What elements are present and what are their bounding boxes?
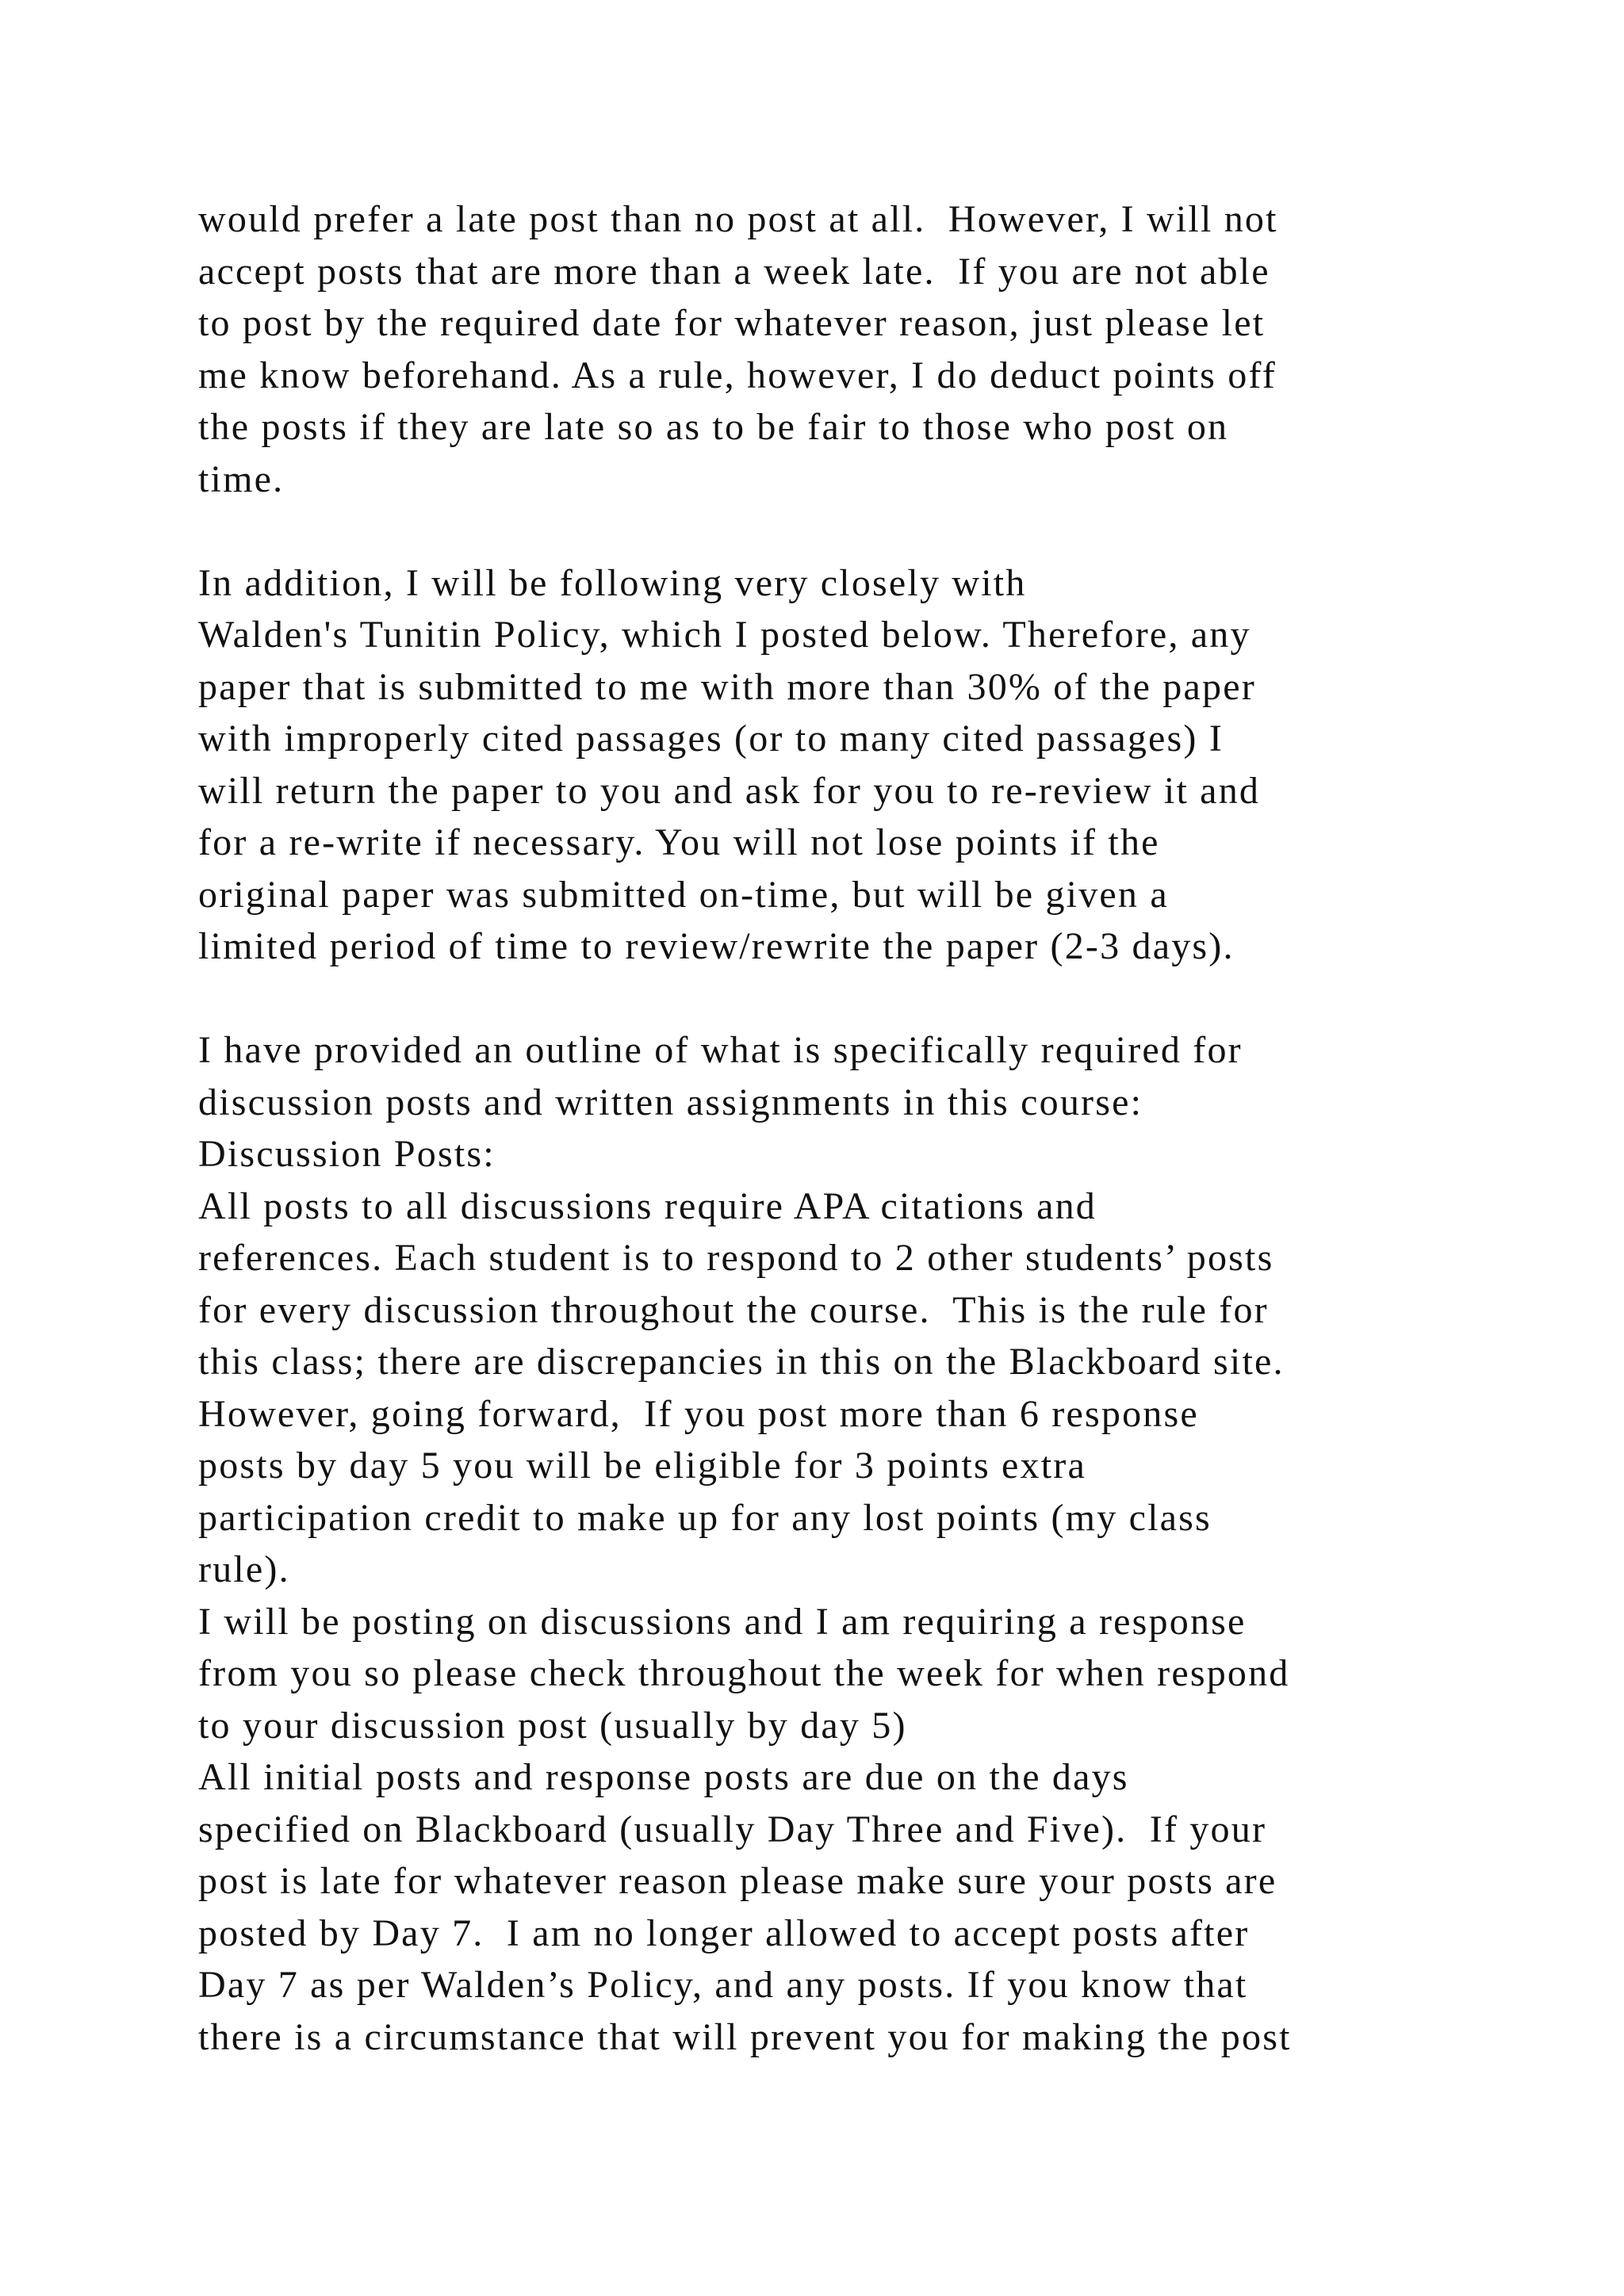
text-line: original paper was submitted on-time, but will be given a (198, 873, 1169, 916)
text-line: to post by the required date for whatever reason, just please let (198, 302, 1266, 344)
text-line: to your discussion post (usually by day 5) (198, 1704, 907, 1747)
text-line: rule). (198, 1548, 290, 1590)
paragraph-late-posts (198, 193, 1546, 505)
paragraph-spacer (198, 973, 1546, 1025)
text-line: there is a circumstance that will prevent you for making the post (198, 2015, 1292, 2058)
text-line: discussion posts and written assignments in this course: (198, 1081, 1143, 1123)
text-line: All posts to all discussions require APA citations and (198, 1184, 1097, 1227)
text-line: posts by day 5 you will be eligible for 3 points extra (198, 1445, 1086, 1487)
text-line: will return the paper to you and ask for you to re-review it and (198, 769, 1261, 812)
document-body (198, 193, 1546, 2063)
text-line: All initial posts and response posts are due on the days (198, 1756, 1129, 1798)
text-line: for every discussion throughout the course. This is the rule for (198, 1288, 1269, 1331)
text-line: from you so please check throughout the week for when respond (198, 1652, 1290, 1694)
text-line: posted by Day 7. I am no longer allowed to accept posts after (198, 1911, 1250, 1954)
paragraph-spacer (198, 505, 1546, 557)
text-line: specified on Blackboard (usually Day Three and Five). If your (198, 1808, 1267, 1850)
text-line: with improperly cited passages (or to many cited passages) I (198, 718, 1224, 760)
text-line: post is late for whatever reason please make sure your posts are (198, 1860, 1277, 1902)
text-line: time. (198, 457, 285, 500)
text-line: In addition, I will be following very closely with (198, 561, 1027, 604)
text-line: references. Each student is to respond to 2 other students’ posts (198, 1237, 1274, 1279)
text-line: limited period of time to review/rewrite the paper (2-3 days). (198, 925, 1235, 967)
paragraph-discussion-requirements (198, 1024, 1546, 2063)
text-line: would prefer a late post than no post at all. However, I will not (198, 198, 1278, 240)
text-line: accept posts that are more than a week late. If you are not able (198, 250, 1270, 293)
text-line: the posts if they are late so as to be fair to those who post on (198, 406, 1229, 448)
text-line: me know beforehand. As a rule, however, I do deduct points off (198, 354, 1277, 396)
text-line: Day 7 as per Walden’s Policy, and any posts. If you know that (198, 1964, 1248, 2006)
text-line: However, going forward, If you post more than 6 response (198, 1392, 1199, 1435)
text-line: I will be posting on discussions and I am requiring a response (198, 1600, 1247, 1643)
text-line: I have provided an outline of what is specifically required for (198, 1029, 1243, 1071)
text-line: Walden's Tunitin Policy, which I posted below. Therefore, any (198, 614, 1251, 656)
text-line: this class; there are discrepancies in this on the Blackboard site. (198, 1341, 1285, 1383)
text-line: participation credit to make up for any lost points (my class (198, 1496, 1212, 1539)
text-line: for a re-write if necessary. You will not lose points if the (198, 821, 1160, 863)
text-line: paper that is submitted to me with more than 30% of the paper (198, 665, 1256, 708)
section-heading-discussion-posts: Discussion Posts: (198, 1133, 496, 1175)
paragraph-turnitin-policy (198, 557, 1546, 973)
